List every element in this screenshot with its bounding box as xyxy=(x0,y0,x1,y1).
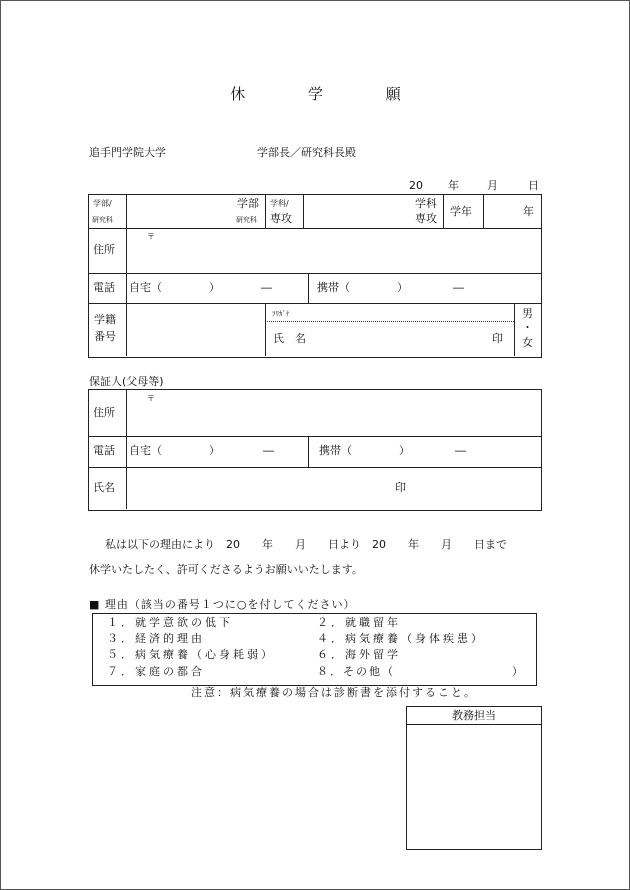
statement-line-1: 私は以下の理由により 20 年 月 日より 20 年 月 日まで xyxy=(105,538,507,551)
guardian-mobile-phone-close: ） xyxy=(399,444,410,457)
date-year: 年 xyxy=(448,179,459,192)
grade-unit: 年 xyxy=(523,205,534,218)
course-label-1: 学科/ xyxy=(270,199,289,208)
student-table xyxy=(88,194,542,358)
mobile-phone-label: 携帯（ xyxy=(317,281,350,294)
addressee: 学部長／研究科長殿 xyxy=(257,146,356,159)
name-label: 氏 名 xyxy=(273,332,306,345)
reasons-heading: ■ 理由（該当の番号１つに○を付してください） xyxy=(89,598,356,611)
guardian-home-phone-dash: ― xyxy=(263,444,274,457)
guardian-postal-mark: 〒 xyxy=(147,394,155,403)
gender-dot: ・ xyxy=(522,321,533,334)
reason-item-3: ３．経済的理由 xyxy=(107,632,205,645)
address-label: 住所 xyxy=(93,243,115,256)
statement-line-2: 休学いたしたく、許可くださるようお願いいたします。 xyxy=(89,563,363,576)
guardian-address-label: 住所 xyxy=(93,406,115,419)
date-day: 日 xyxy=(528,179,539,192)
reason-item-6: ６．海外留学 xyxy=(317,648,401,661)
mobile-phone-close: ） xyxy=(397,281,408,294)
reason-item-4: ４．病気療養（身体疾患） xyxy=(317,632,485,645)
guardian-seal-mark: 印 xyxy=(395,481,406,494)
furigana-label: ﾌﾘｶﾞﾅ xyxy=(272,310,290,318)
mobile-phone-dash: ― xyxy=(453,281,464,294)
reason-item-7: ７．家庭の都合 xyxy=(107,665,205,678)
major-label-2: 専攻 xyxy=(415,212,437,225)
office-label: 教務担当 xyxy=(452,709,496,722)
reason-item-5: ５．病気療養（心身耗弱） xyxy=(107,648,275,661)
reason-item-2: ２．就職留年 xyxy=(317,616,401,629)
office-stamp-box xyxy=(406,706,542,850)
dept-label-1: 学部/ xyxy=(93,199,112,208)
gender-male: 男 xyxy=(522,307,533,320)
date-month: 月 xyxy=(487,179,498,192)
guardian-heading: 保証人(父母等) xyxy=(89,375,164,388)
guardian-mobile-phone-label: 携帯（ xyxy=(319,444,352,457)
course-label-2: 専攻 xyxy=(270,212,292,225)
form-title xyxy=(1,83,630,104)
seal-mark: 印 xyxy=(492,332,503,345)
student-id-label-1: 学籍 xyxy=(94,313,116,326)
guardian-home-phone-label: 自宅（ xyxy=(129,444,162,457)
home-phone-dash: ― xyxy=(261,281,272,294)
student-id-label-2: 番号 xyxy=(94,330,116,343)
date-era: 20 xyxy=(409,179,423,192)
title-char-2: 学 xyxy=(307,85,324,103)
title-char-3: 願 xyxy=(385,85,402,103)
postal-mark: 〒 xyxy=(147,232,155,241)
phone-label: 電話 xyxy=(93,281,115,294)
gender-female: 女 xyxy=(522,336,533,349)
reason-item-1: １．就学意欲の低下 xyxy=(107,616,233,629)
reasons-note: 注意：病気療養の場合は診断書を添付すること。 xyxy=(191,686,477,699)
guardian-phone-label: 電話 xyxy=(93,444,115,457)
guardian-mobile-phone-dash: ― xyxy=(455,444,466,457)
dept-label-2: 研究科 xyxy=(92,216,113,224)
home-phone-close: ） xyxy=(209,281,220,294)
guardian-home-phone-close: ） xyxy=(209,444,220,457)
reason-item-8: ８．その他（ ） xyxy=(317,665,525,678)
university-name: 追手門学院大学 xyxy=(89,146,166,159)
grade-label: 学年 xyxy=(450,205,472,218)
home-phone-label: 自宅（ xyxy=(129,281,162,294)
faculty-label-2: 研究科 xyxy=(236,216,257,224)
guardian-name-label: 氏名 xyxy=(93,481,115,494)
faculty-label-1: 学部 xyxy=(237,197,259,210)
title-char-1: 休 xyxy=(230,85,247,103)
major-label-1: 学科 xyxy=(415,197,437,210)
